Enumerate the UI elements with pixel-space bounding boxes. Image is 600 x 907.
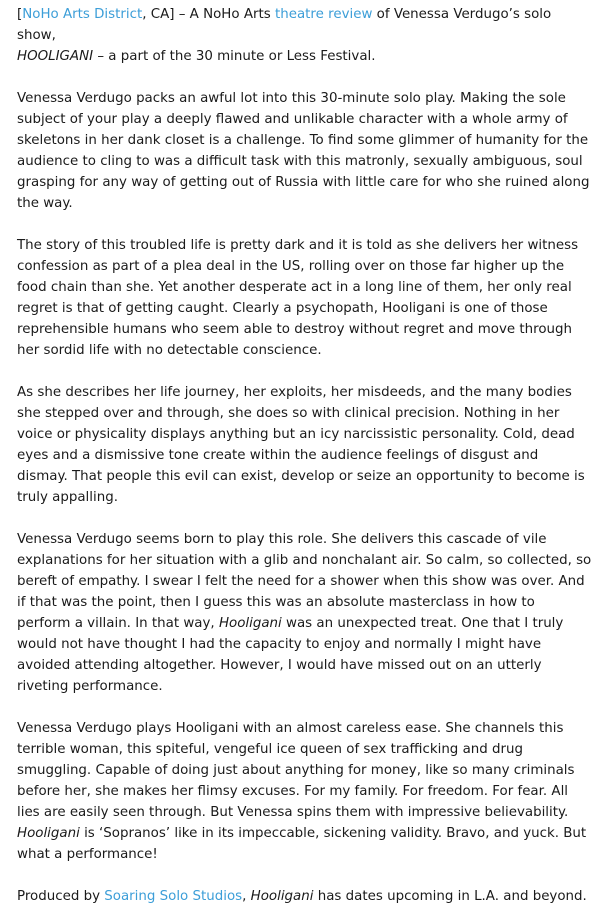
body-paragraph-5-text-b: is ‘Sopranos’ like in its impeccable, sickening validity. Bravo, and yuck. But what a performance! [17,826,587,862]
show-title: HOOLIGANI [17,49,94,64]
credits-prefix: Produced by [17,889,105,904]
credits-comma: , [242,889,251,904]
body-paragraph-2: The story of this troubled life is pretty dark and it is told as she delivers her witness confession as part of a plea deal in the US, rolling over on those far higher up the food chain than she. Yet another desperate act in a long line of them, her only real regret is that of getting caught. Clearly a psychopath, Hooligani is one of those reprehensible humans who seem able to destroy without regret and move through her sordid life with no detectable conscience. [17,238,579,358]
body-paragraph-4-text-b: was an unexpected treat. One that I truly would not have thought I had the capacity to enjoy and normally I might have avoided attending altogether. However, I would have missed out on an utterly riveting performance. [17,616,564,694]
body-paragraph-1: Venessa Verdugo packs an awful lot into this 30-minute solo play. Making the sole subject of your play a deeply flawed and unlikable character with a whole army of skeletons in her dank closet is a challenge. To find some glimmer of humanity for the audience to cling to was a difficult task with this matronly, sexually ambiguous, soul grasping for any way of getting out of Russia with little care for who she ruined along the way. [17,91,590,211]
theatre-review-link[interactable]: theatre review [274,7,373,22]
noho-arts-district-link[interactable]: NoHo Arts District [22,7,143,22]
intro-tail: – a part of the 30 minute or Less Festival. [93,49,376,64]
intro-dash-text: – A NoHo Arts [174,7,275,22]
body-paragraph-5 [17,718,592,865]
body-paragraph-4-text-a: Venessa Verdugo seems born to play this role. She delivers this cascade of vile explanations for her situation with a glib and nonchalant air. So calm, so collected, so bereft of empathy. I swear I felt the need for a shower when this show was over. And if that was the point, then I guess this was an absolute masterclass in how to perform a villain. In that way, [17,532,592,631]
location-suffix: , CA] [142,7,175,22]
show-title-inline: Hooligani [218,616,282,631]
show-title-inline: Hooligani [17,826,80,841]
soaring-solo-studios-link[interactable]: Soaring Solo Studios [104,889,243,904]
intro-of-text: of Venessa Verdugo’s solo show, [17,7,552,43]
intro-paragraph [17,4,592,67]
body-paragraph-3: As she describes her life journey, her exploits, her misdeeds, and the many bodies she stepped over and through, she does so with clinical precision. Nothing in her voice or physicality displays anything but an icy narcissistic personality. Cold, dead eyes and a dismissive tone create within the audience feelings of disgust and dismay. That people this evil can exist, develop or seize an opportunity to become is truly appalling. [17,385,585,505]
body-paragraph-5-text-a: Venessa Verdugo plays Hooligani with an almost careless ease. She channels this terrible woman, this spiteful, vengeful ice queen of sex trafficking and drug smuggling. Capable of doing just about anything for money, like so many criminals before her, she makes her flimsy excuses. For my family. For freedom. For fear. All lies are easily seen through. But Venessa spins them with impressive believability. [17,721,575,820]
body-paragraph-4 [17,529,592,697]
show-title-inline: Hooligani [250,889,314,904]
bracket-open: [ [17,7,23,22]
credits-paragraph [17,886,592,907]
credits-tail: has dates upcoming in L.A. and beyond. [313,889,587,904]
